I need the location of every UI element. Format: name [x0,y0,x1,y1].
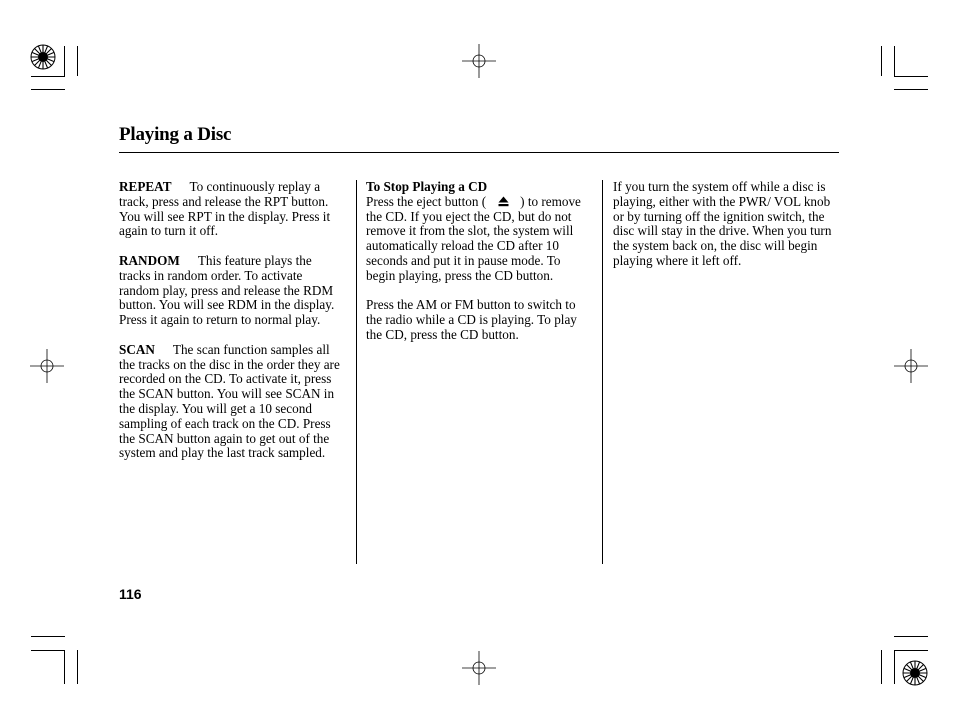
eject-text-before: Press the eject button ( [366,193,487,209]
scan-paragraph [119,343,345,461]
random-text: This feature plays the tracks in random order. To activate random play, press and release the RDM button. You will see RDM in the display. Press it again to return to normal play. [119,252,335,328]
repeat-paragraph [119,180,345,239]
crop-mark [894,650,928,651]
registration-burst-icon [902,660,928,686]
page-number: 116 [119,586,142,602]
crop-mark [77,650,78,684]
crop-mark [64,650,65,684]
crop-mark [31,636,65,637]
crop-mark [31,89,65,90]
column-divider [602,180,603,564]
stop-cd-paragraph [366,180,592,284]
crop-mark [881,650,882,684]
crop-mark [894,46,895,76]
page-title: Playing a Disc [119,124,232,145]
eject-text-after: ) to remove the CD. If you eject the CD, but do not remove it from the slot, the system will automatically reload the CD after 10 seconds and put it in pause mode. To begin playing, press the CD button. [366,193,581,283]
stop-cd-heading: To Stop Playing a CD [366,179,488,194]
crop-mark [894,650,895,684]
crop-mark [64,46,65,76]
column-1 [119,180,345,476]
crop-mark [894,76,928,77]
column-2 [366,180,592,358]
crop-mark [31,650,65,651]
scan-text: The scan function samples all the tracks on the disc in the order they are recorded on the CD. To activate it, press the SCAN button. You will see SCAN in the display. You will get a 10 second sampling of each track on the CD. Press the SCAN button again to get out of the system and play the last track sampled. [119,341,340,461]
crop-mark [881,46,882,76]
random-term: RANDOM [119,252,180,268]
registration-crosshair-icon [30,349,64,383]
registration-burst-icon [30,44,56,70]
repeat-text: To continuously replay a track, press and release the RPT button. You will see RPT in the display. Press it again to turn it off. [119,179,331,239]
registration-crosshair-icon [462,651,496,685]
repeat-term: REPEAT [119,179,172,194]
radio-paragraph: Press the AM or FM button to switch to the radio while a CD is playing. To play the CD, press the CD button. [366,297,577,342]
title-rule [119,152,839,153]
system-off-paragraph: If you turn the system off while a disc is playing, either with the PWR/ VOL knob or by turning off the ignition switch, the disc will stay in the drive. When you turn the system back on, the disc will begin playing where it left off. [613,179,832,268]
random-paragraph [119,254,345,328]
scan-term: SCAN [119,341,155,357]
registration-crosshair-icon [894,349,928,383]
registration-crosshair-icon [462,44,496,78]
crop-mark [31,76,65,77]
eject-icon [486,195,520,210]
column-3 [613,180,839,284]
crop-mark [894,636,928,637]
crop-mark [894,89,928,90]
crop-mark [77,46,78,76]
column-divider [356,180,357,564]
